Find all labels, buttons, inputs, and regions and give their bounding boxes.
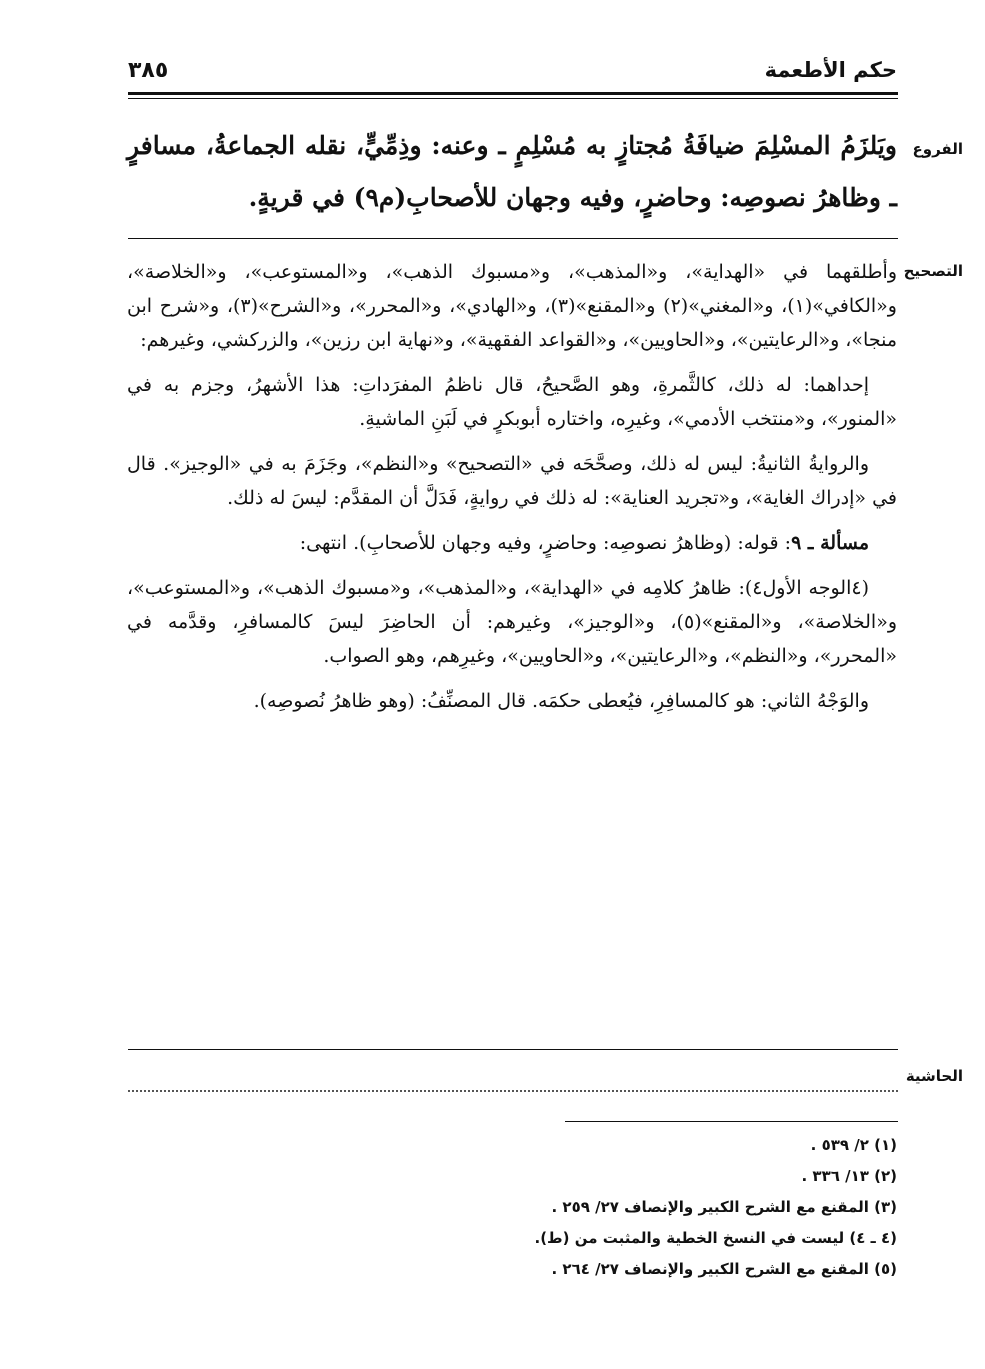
footnote-3: (٣) المقنع مع الشرح الكبير والإنصاف ٢٧/ ٢٥٩ .	[551, 1198, 897, 1216]
section-label-furu: الفروع	[912, 140, 963, 158]
footnotes	[127, 1130, 897, 1285]
footnote-1: (١) ٢/ ٥٣٩ .	[810, 1136, 897, 1154]
tashih-paragraph-4	[127, 526, 897, 560]
masala-text: : قوله: (وظاهرُ نصوصِه: وحاضرٍ، وفيه وجهان للأصحابِ). انتهى:	[299, 532, 792, 554]
running-header-title: حكم الأطعمة	[764, 58, 897, 82]
section-label-hashia: الحاشية	[905, 1067, 963, 1085]
tashih-paragraph-2: إحداهما: له ذلك، كالثَّمرةِ، وهو الصَّحيحُ، قال ناظمُ المفرَداتِ: هذا الأشهرُ، وجزم به في «المنور»، و«منتخب الأدمي»، وغيرِه، واختاره أبوبكرٍ في لَبَنِ الماشيةِ.	[127, 374, 897, 430]
hashia-dotted-line	[128, 1090, 898, 1092]
masala-heading: مسألة ـ ٩	[791, 532, 869, 554]
main-text-furu: ويَلزَمُ المسْلِمَ ضيافَةُ مُجتازٍ به مُسْلِمٍ ـ وعنه: وذِمِّيٍّ، نقله الجماعةُ، مسافرٍ ـ وظاهرُ نصوصِه: وحاضرٍ، وفيه وجهان للأصحابِ(م٩) في قريةٍ.	[127, 131, 897, 212]
footnotes-separator	[565, 1121, 898, 1122]
footnote-2: (٢) ١٣/ ٣٣٦ .	[801, 1167, 897, 1185]
tashih-paragraph-6: والوَجْهُ الثاني: هو كالمسافِرِ، فيُعطى حكمَه. قال المصنِّفُ: (وهو ظاهرُ نُصوصِه).	[253, 690, 869, 712]
header-rule-thin	[128, 98, 898, 99]
page-number: ٣٨٥	[128, 58, 169, 83]
tashih-body	[127, 255, 897, 729]
header-rule-thick	[128, 92, 898, 95]
section-label-tashih: التصحيح	[903, 262, 963, 280]
section-divider	[128, 238, 898, 239]
tashih-paragraph-1: وأطلقهما في «الهداية»، و«المذهب»، و«مسبوك الذهب»، و«المستوعب»، و«الخلاصة»، و«الكافي»(١)، و«المغني»(٢) و«المقنع»(٣)، و«الهادي»، و«المحرر»، و«الشرح»(٣)، و«شرح ابن منجا»، و«الرعايتين»، و«الحاويين»، و«القواعد الفقهية»، و«نهاية ابن رزين»، والزركشي، وغيرهم:	[127, 261, 897, 351]
footnote-5: (٥) المقنع مع الشرح الكبير والإنصاف ٢٧/ ٢٦٤ .	[551, 1260, 897, 1278]
body-end-rule	[128, 1049, 898, 1050]
tashih-paragraph-5: (٤الوجه الأول٤): ظاهرُ كلامِه في «الهداية»، و«المذهب»، و«مسبوك الذهب»، و«المستوعب»، و«الخلاصة»، و«المقنع»(٥)، و«الوجيز»، وغيرهم: أن الحاضِرَ ليسَ كالمسافرِ، وقدَّمه في «المحرر»، و«النظم»، و«الرعايتين»، و«الحاويين»، وغيرِهم، وهو الصواب.	[127, 577, 897, 667]
footnote-4: (٤ ـ ٤) ليست في النسخ الخطية والمثبت من (ط).	[534, 1229, 897, 1247]
tashih-paragraph-3: والروايةُ الثانيةُ: ليس له ذلك، وصحَّحَه في «التصحيح» و«النظم»، وجَزَمَ به في «الوجيز». قال في «إدراك الغاية»، و«تجريد العناية»: له ذلك في روايةٍ، فَدَلَّ أن المقدَّم: ليسَ له ذلك.	[127, 453, 897, 509]
